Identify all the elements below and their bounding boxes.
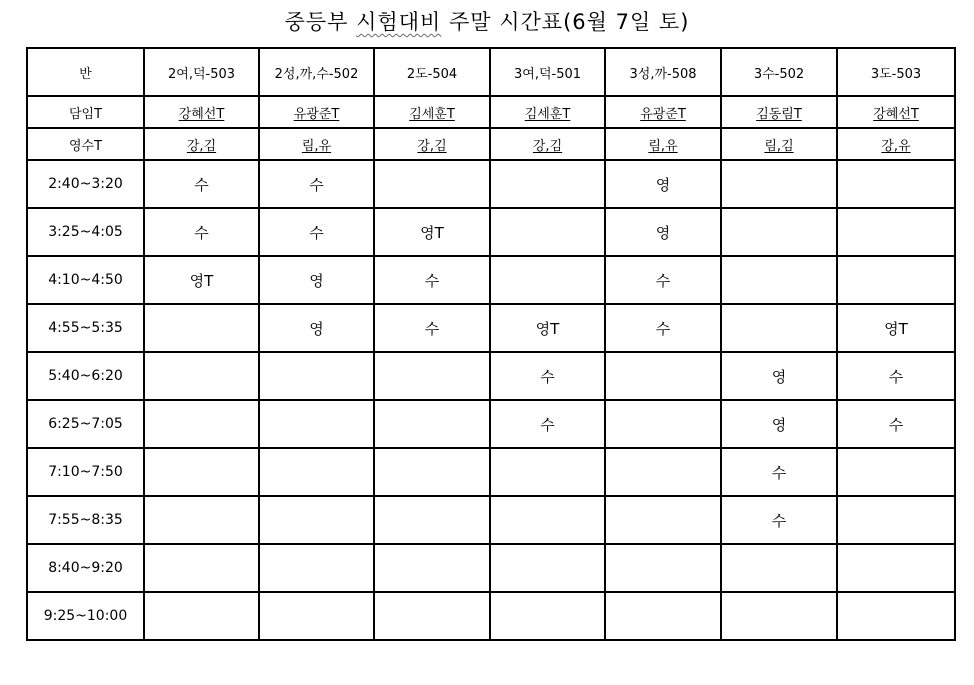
assist-names: 림,유	[648, 138, 678, 154]
assist-names: 강,유	[881, 138, 911, 154]
schedule-cell: 수	[490, 352, 605, 400]
schedule-cell	[374, 592, 490, 640]
assist-cell	[144, 128, 259, 160]
title-main: 중등부	[284, 10, 357, 34]
schedule-cell	[605, 352, 721, 400]
header-class-cell: 3도-503	[837, 48, 955, 96]
assist-cell	[490, 128, 605, 160]
schedule-cell: 영	[259, 256, 374, 304]
schedule-cell	[144, 304, 259, 352]
schedule-cell	[144, 496, 259, 544]
time-slot-cell: 4:10~4:50	[27, 256, 144, 304]
time-slot-row	[27, 304, 955, 352]
schedule-cell	[837, 256, 955, 304]
schedule-cell: 영T	[144, 256, 259, 304]
schedule-cell: 수	[144, 160, 259, 208]
schedule-cell	[374, 448, 490, 496]
time-slot-row	[27, 448, 955, 496]
row-label-cell	[27, 96, 144, 128]
schedule-cell	[374, 400, 490, 448]
row-label: 담임T	[68, 106, 103, 122]
title-rest: 주말 시간표(6월 7일 토)	[441, 10, 690, 34]
schedule-cell: 영	[721, 352, 837, 400]
schedule-cell	[374, 160, 490, 208]
schedule-cell	[259, 544, 374, 592]
schedule-cell	[490, 496, 605, 544]
schedule-cell	[605, 592, 721, 640]
schedule-cell: 수	[490, 400, 605, 448]
row-label: 영수T	[68, 138, 103, 154]
teacher-cell	[721, 96, 837, 128]
teacher-name: 유광준T	[293, 106, 340, 122]
schedule-cell: 수	[374, 256, 490, 304]
assist-cell	[721, 128, 837, 160]
schedule-cell: 수	[374, 304, 490, 352]
time-slot-row	[27, 400, 955, 448]
schedule-cell: 영T	[490, 304, 605, 352]
schedule-cell	[721, 208, 837, 256]
teacher-cell	[144, 96, 259, 128]
schedule-cell: 영	[721, 400, 837, 448]
schedule-cell	[605, 496, 721, 544]
schedule-cell	[259, 496, 374, 544]
header-class-cell: 3수-502	[721, 48, 837, 96]
schedule-cell	[605, 400, 721, 448]
schedule-cell	[144, 448, 259, 496]
teacher-name: 김동림T	[756, 106, 802, 122]
assist-names: 강,김	[532, 138, 563, 154]
schedule-cell: 영	[605, 160, 721, 208]
schedule-cell	[721, 544, 837, 592]
header-class-cell: 3성,까-508	[605, 48, 721, 96]
teacher-name: 강혜선T	[178, 106, 225, 122]
time-slot-cell: 3:25~4:05	[27, 208, 144, 256]
teacher-name: 유광준T	[640, 106, 686, 122]
schedule-cell	[721, 592, 837, 640]
schedule-cell	[490, 544, 605, 592]
schedule-cell: 수	[144, 208, 259, 256]
schedule-cell	[374, 496, 490, 544]
schedule-cell	[837, 496, 955, 544]
subject-teacher-row	[27, 128, 955, 160]
schedule-cell	[490, 160, 605, 208]
schedule-cell	[490, 256, 605, 304]
schedule-cell: 영	[605, 208, 721, 256]
header-class-cell: 2성,까,수-502	[259, 48, 374, 96]
time-slot-cell: 7:55~8:35	[27, 496, 144, 544]
assist-names: 강,김	[417, 138, 447, 154]
schedule-cell	[490, 592, 605, 640]
teacher-name: 강혜선T	[873, 106, 919, 122]
schedule-cell	[374, 352, 490, 400]
time-slot-cell: 5:40~6:20	[27, 352, 144, 400]
row-label-cell	[27, 128, 144, 160]
schedule-cell: 수	[721, 496, 837, 544]
teacher-cell	[374, 96, 490, 128]
assist-names: 림,유	[301, 138, 332, 154]
schedule-cell	[490, 208, 605, 256]
time-slot-row	[27, 544, 955, 592]
teacher-cell	[490, 96, 605, 128]
time-slot-row	[27, 208, 955, 256]
schedule-cell	[144, 544, 259, 592]
schedule-cell	[259, 592, 374, 640]
time-slot-cell: 7:10~7:50	[27, 448, 144, 496]
page-title	[0, 8, 974, 36]
schedule-cell: 영T	[374, 208, 490, 256]
schedule-cell: 수	[605, 304, 721, 352]
time-slot-cell: 2:40~3:20	[27, 160, 144, 208]
schedule-table	[26, 47, 956, 641]
time-slot-cell: 4:55~5:35	[27, 304, 144, 352]
time-slot-row	[27, 592, 955, 640]
assist-cell	[374, 128, 490, 160]
schedule-cell	[259, 400, 374, 448]
time-slot-cell: 8:40~9:20	[27, 544, 144, 592]
time-slot-cell: 9:25~10:00	[27, 592, 144, 640]
header-row	[27, 48, 955, 96]
schedule-cell	[837, 448, 955, 496]
schedule-cell	[490, 448, 605, 496]
schedule-cell	[144, 352, 259, 400]
assist-names: 강,김	[186, 138, 217, 154]
schedule-cell	[837, 592, 955, 640]
schedule-body	[27, 48, 955, 640]
title-underlined: 시험대비	[356, 10, 442, 34]
schedule-cell	[605, 448, 721, 496]
schedule-cell	[605, 544, 721, 592]
schedule-cell	[144, 592, 259, 640]
schedule-cell	[837, 208, 955, 256]
time-slot-row	[27, 160, 955, 208]
schedule-cell	[721, 304, 837, 352]
time-slot-cell: 6:25~7:05	[27, 400, 144, 448]
schedule-cell: 수	[605, 256, 721, 304]
schedule-cell	[259, 448, 374, 496]
teacher-cell	[259, 96, 374, 128]
schedule-cell: 수	[837, 400, 955, 448]
schedule-cell: 수	[259, 208, 374, 256]
schedule-cell	[837, 160, 955, 208]
homeroom-teacher-row	[27, 96, 955, 128]
teacher-cell	[837, 96, 955, 128]
schedule-cell	[721, 256, 837, 304]
teacher-cell	[605, 96, 721, 128]
schedule-cell	[837, 544, 955, 592]
schedule-cell: 수	[721, 448, 837, 496]
header-class-cell: 2도-504	[374, 48, 490, 96]
schedule-cell: 영	[259, 304, 374, 352]
schedule-cell	[259, 352, 374, 400]
schedule-cell: 수	[837, 352, 955, 400]
assist-cell	[837, 128, 955, 160]
time-slot-row	[27, 352, 955, 400]
teacher-name: 김세훈T	[524, 106, 571, 122]
assist-cell	[259, 128, 374, 160]
teacher-name: 김세훈T	[409, 106, 455, 122]
schedule-cell	[721, 160, 837, 208]
schedule-cell: 영T	[837, 304, 955, 352]
header-corner-cell: 반	[27, 48, 144, 96]
time-slot-row	[27, 496, 955, 544]
schedule-cell: 수	[259, 160, 374, 208]
header-class-cell: 3여,덕-501	[490, 48, 605, 96]
time-slot-row	[27, 256, 955, 304]
schedule-cell	[144, 400, 259, 448]
assist-names: 림,김	[764, 138, 794, 154]
assist-cell	[605, 128, 721, 160]
header-class-cell: 2여,덕-503	[144, 48, 259, 96]
schedule-cell	[374, 544, 490, 592]
